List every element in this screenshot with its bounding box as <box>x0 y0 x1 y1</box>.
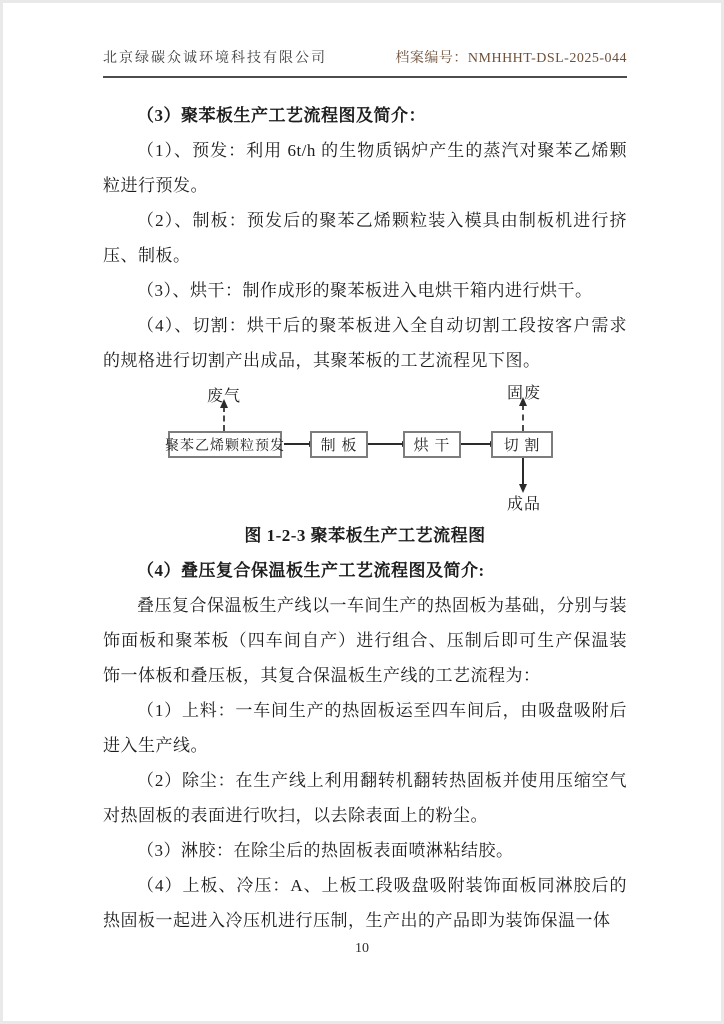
waste-gas-dashed-arrow-icon <box>223 406 225 431</box>
paragraph-lam-intro: 叠压复合保温板生产线以一车间生产的热固板为基础，分别与装饰面板和聚苯板（四车间自产）进行组合、压制后即可生产保温装饰一体板和叠压板，其复合保温板生产线的工艺流程为： <box>103 596 627 685</box>
flow-arrow-2-icon <box>368 443 403 445</box>
page-content <box>103 47 627 938</box>
section-laminated-heading: （4）叠压复合保温板生产工艺流程图及简介: <box>137 561 485 580</box>
archive-number-value: NMHHHT-DSL-2025-044 <box>467 51 627 66</box>
archive-number <box>395 47 627 67</box>
product-label: 成品 <box>506 496 542 513</box>
paragraph-psb-1: （1）、预发：利用 6t/h 的生物质锅炉产生的蒸汽对聚苯乙烯颗粒进行预发。 <box>103 141 627 195</box>
paragraph-lam-4: （4）上板、冷压：A、上板工段吸盘吸附装饰面板同淋胶后的热固板一起进入冷压机进行压制，生产出的产品即为装饰保温一体 <box>103 876 627 930</box>
solid-waste-dashed-arrow-icon <box>522 404 524 431</box>
flow-box-board-making: 制 板 <box>310 431 368 458</box>
page-header <box>103 47 627 78</box>
paragraph-lam-1: （1）上料：一车间生产的热固板运至四车间后，由吸盘吸附后进入生产线。 <box>103 701 627 755</box>
paragraph-psb-4: （4）、切割：烘干后的聚苯板进入全自动切割工段按客户需求的规格进行切割产出成品，其聚苯板的工艺流程见下图。 <box>103 316 627 370</box>
paragraph-psb-3: （3）、烘干：制作成形的聚苯板进入电烘干箱内进行烘干。 <box>137 281 593 300</box>
paragraph-lam-3: （3）淋胶：在除尘后的热固板表面喷淋粘结胶。 <box>137 841 514 860</box>
section-psb-heading: （3）聚苯板生产工艺流程图及简介： <box>137 106 426 125</box>
company-name: 北京绿碳众诚环境科技有限公司 <box>103 51 327 66</box>
process-flow-diagram <box>151 378 601 514</box>
product-arrow-icon <box>522 458 524 486</box>
document-page <box>3 3 721 1021</box>
flow-box-cutting: 切 割 <box>491 431 553 458</box>
page-number: 10 <box>355 941 369 956</box>
waste-gas-label: 废气 <box>206 388 242 405</box>
paragraph-lam-2: （2）除尘：在生产线上利用翻转机翻转热固板并使用压缩空气对热固板的表面进行吹扫，以去除表面上的粉尘。 <box>103 771 627 825</box>
solid-waste-label: 固废 <box>506 385 542 402</box>
flow-arrow-1-icon <box>284 443 310 445</box>
figure-caption: 图 1-2-3 聚苯板生产工艺流程图 <box>244 526 486 545</box>
flow-box-pre-expansion: 聚苯乙烯颗粒预发 <box>168 431 282 458</box>
flow-box-drying: 烘 干 <box>403 431 461 458</box>
archive-number-label: 档案编号： <box>395 51 468 66</box>
paragraph-psb-2: （2）、制板：预发后的聚苯乙烯颗粒装入模具由制板机进行挤压、制板。 <box>103 211 627 265</box>
flow-arrow-3-icon <box>461 443 491 445</box>
